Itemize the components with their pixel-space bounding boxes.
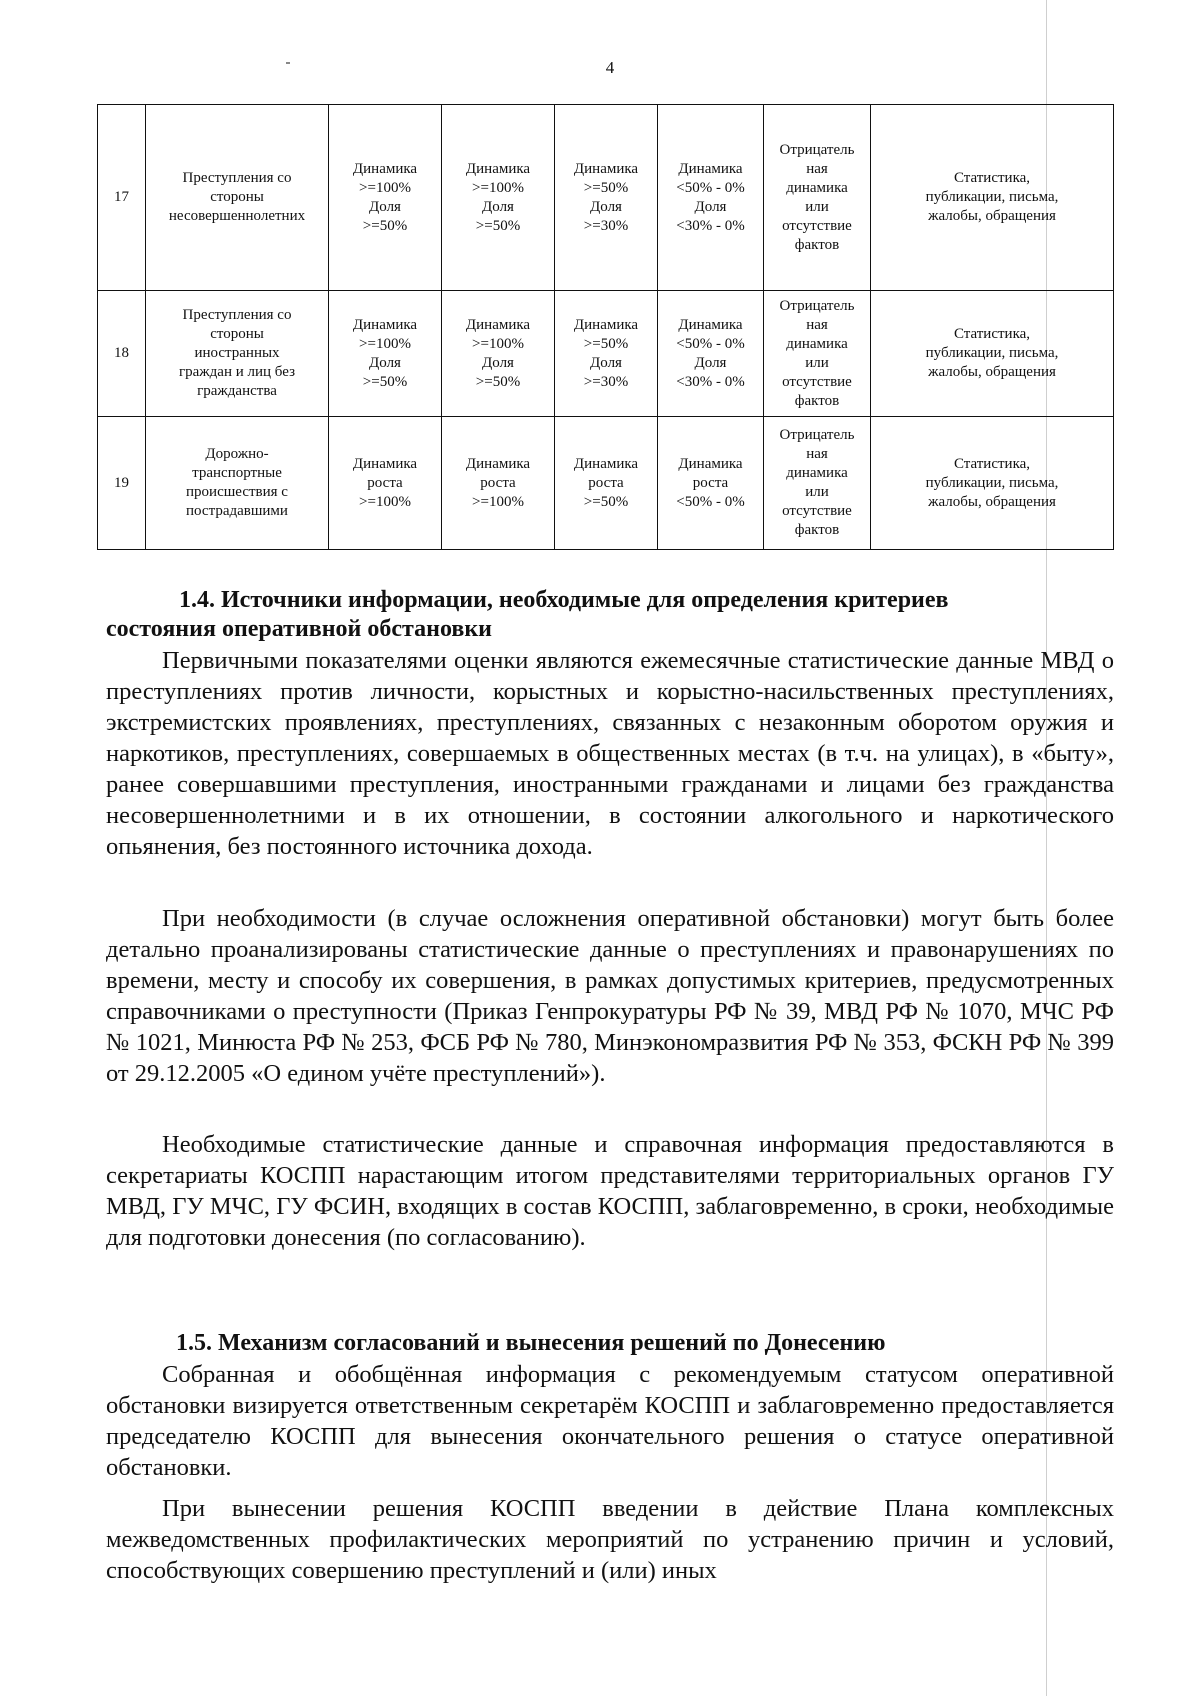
criterion-level-5: Отрицатель ная динамика или отсутствие фактов [764,105,871,291]
offense-category: Преступления со стороны несовершеннолетних [146,105,329,291]
section-1-5-paragraph: При вынесении решения КОСПП введении в действие Плана комплексных межведомственных профилактических мероприятий по устранению причин и условий, способствующих совершению преступлений и (или) иных [106,1495,1114,1584]
criterion-level-3: Динамика роста >=50% [555,417,658,550]
section-1-4-title-line-1: 1.4. Источники информации, необходимые для определения критериев [179,587,949,613]
row-number: 19 [98,417,146,550]
section-1-5-title: 1.5. Механизм согласований и вынесения решений по Донесению [176,1330,886,1356]
criterion-level-1: Динамика >=100% Доля >=50% [329,291,442,417]
criterion-level-4: Динамика <50% - 0% Доля <30% - 0% [658,105,764,291]
information-sources: Статистика, публикации, письма, жалобы, обращения [871,417,1114,550]
criterion-level-5: Отрицатель ная динамика или отсутствие фактов [764,417,871,550]
criterion-level-2: Динамика роста >=100% [442,417,555,550]
criterion-level-2: Динамика >=100% Доля >=50% [442,291,555,417]
criterion-level-3: Динамика >=50% Доля >=30% [555,105,658,291]
section-1-4-paragraph: При необходимости (в случае осложнения оперативной обстановки) могут быть более детально проанализированы статистические данные о преступлениях и правонарушениях по времени, месту и способу их совершения, в рамках допустимых критериев, предусмотренных справочниками о преступности (Приказ Генпрокуратуры РФ № 39, МВД РФ № 1070, МЧС РФ № 1021, Минюста РФ № 253, ФСБ РФ № 780, Минэкономразвития РФ № 353, ФСКН РФ № 399 от 29.12.2005 «О едином учёте преступлений»). [106,905,1114,1087]
section-1-5-paragraph: Собранная и обобщённая информация с рекомендуемым статусом оперативной обстановки визируется ответственным секретарём КОСПП и заблаговременно предоставляется председателю КОСПП для вынесения окончательного решения о статусе оперативной обстановки. [106,1361,1114,1481]
criterion-level-5: Отрицатель ная динамика или отсутствие фактов [764,291,871,417]
row-number: 17 [98,105,146,291]
criterion-level-4: Динамика <50% - 0% Доля <30% - 0% [658,291,764,417]
page-number: 4 [605,58,615,77]
table-row [98,417,1114,550]
criterion-level-3: Динамика >=50% Доля >=30% [555,291,658,417]
criterion-level-4: Динамика роста <50% - 0% [658,417,764,550]
section-1-4-paragraph: Необходимые статистические данные и справочная информация предоставляются в секретариаты КОСПП нарастающим итогом представителями территориальных органов ГУ МВД, ГУ МЧС, ГУ ФСИН, входящих в состав КОСПП, заблаговременно, в сроки, необходимые для подготовки донесения (по согласованию). [106,1131,1114,1251]
criterion-level-2: Динамика >=100% Доля >=50% [442,105,555,291]
section-1-4-paragraph: Первичными показателями оценки являются ежемесячные статистические данные МВД о преступлениях против личности, корыстных и корыстно-насильственных преступлениях, экстремистских проявлениях, преступлениях, связанных с незаконным оборотом оружия и наркотиков, преступлениях, совершаемых в общественных местах (в т.ч. на улицах), в «быту», ранее совершавшими преступления, иностранными гражданами и лицами без гражданства несовершеннолетними и в их отношении, в состоянии алкогольного и наркотического опьянения, без постоянного источника дохода. [106,647,1114,860]
criteria-table [97,104,1114,550]
table-row [98,105,1114,291]
offense-category: Дорожно- транспортные происшествия с пострадавшими [146,417,329,550]
criterion-level-1: Динамика роста >=100% [329,417,442,550]
information-sources: Статистика, публикации, письма, жалобы, обращения [871,291,1114,417]
criterion-level-1: Динамика >=100% Доля >=50% [329,105,442,291]
offense-category: Преступления со стороны иностранных граждан и лиц без гражданства [146,291,329,417]
table-row [98,291,1114,417]
section-1-4-title-line-2: состояния оперативной обстановки [106,616,492,642]
row-number: 18 [98,291,146,417]
information-sources: Статистика, публикации, письма, жалобы, обращения [871,105,1114,291]
